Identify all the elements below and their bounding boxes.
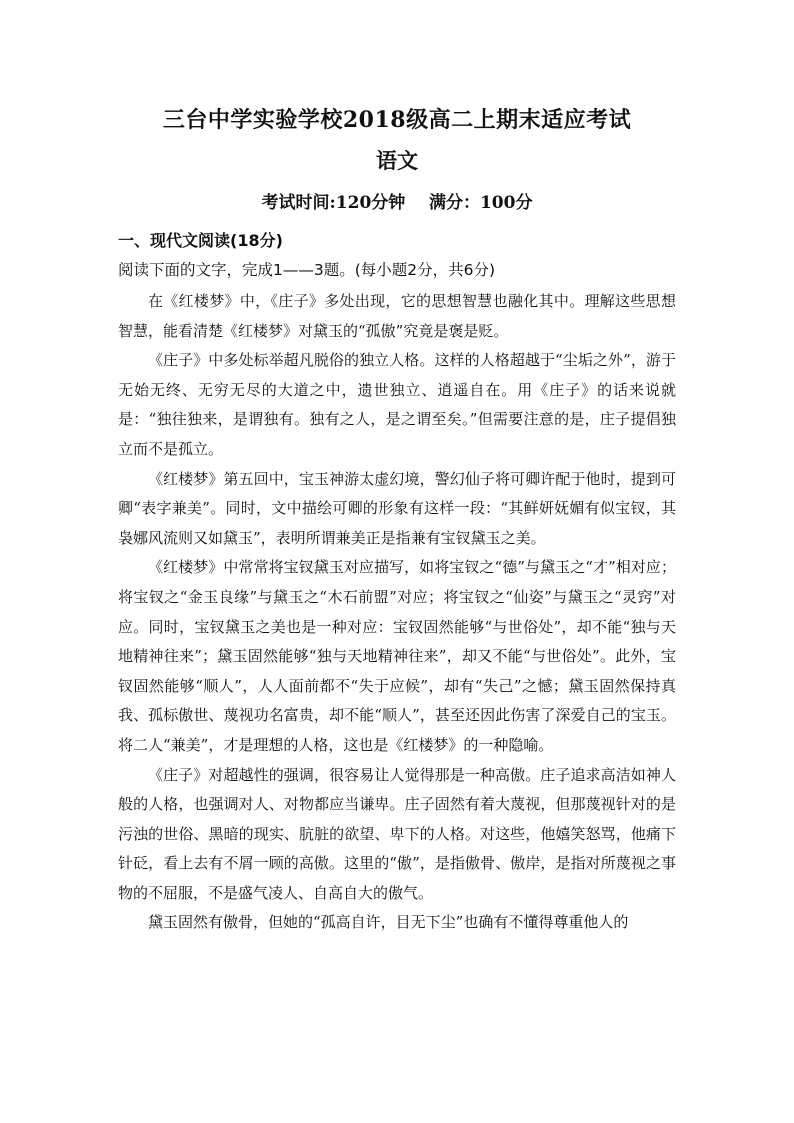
passage-paragraph: 黛玉固然有傲骨，但她的“孤高自许，目无下尘”也确有不懂得尊重他人的 [148,913,629,932]
section-instruction: 阅读下面的文字，完成1——3题。(每小题2分，共6分) [118,261,496,279]
subject-title: 语文 [376,148,418,173]
section-heading: 一、现代文阅读(18分) [118,231,283,250]
reading-passage [118,287,676,938]
passage-paragraph: 《红楼梦》中常常将宝钗黛玉对应描写，如将宝钗之“德”与黛玉之“才”相对应；将宝钗之“金玉良缘”与黛玉之“木石前盟”对应；将宝钗之“仙姿”与黛玉之“灵窍”对应。同时，宝钗黛玉之美也是一种对应：宝钗固然能够“与世俗处”，却不能“独与天地精神往来”；黛玉固然能够“独与天地精神往来”，却又不能“与世俗处”。此外，宝钗固然能够“顺人”，人人面前都不“失于应候”，却有“失己”之憾；黛玉固然保持真我、孤标傲世、蔑视功名富贵，却不能“顺人”，甚至还因此伤害了深爱自己的宝玉。将二人“兼美”，才是理想的人格，这也是《红楼梦》的一种隐喻。 [118,558,676,754]
passage-paragraph: 《红楼梦》第五回中，宝玉神游太虚幻境，警幻仙子将可卿许配于他时，提到可卿“表字兼美”。同时，文中描绘可卿的形象有这样一段：“其鲜妍妩媚有似宝钗，其袅娜风流则又如黛玉”，表明所谓兼美正是指兼有宝钗黛玉之美。 [118,469,676,547]
passage-paragraph: 《庄子》对超越性的强调，很容易让人觉得那是一种高傲。庄子追求高洁如神人般的人格，也强调对人、对物都应当谦卑。庄子固然有着大蔑视，但那蔑视针对的是污浊的世俗、黑暗的现实、肮脏的欲望、卑下的人格。对这些，他嬉笑怒骂，他痛下针砭，看上去有不屑一顾的高傲。这里的“傲”，是指傲骨、傲岸，是指对所蔑视之事物的不屈服，不是盛气凌人、自高自大的傲气。 [118,765,676,902]
passage-paragraph: 在《红楼梦》中，《庄子》多处出现，它的思想智慧也融化其中。理解这些思想智慧，能看清楚《红楼梦》对黛玉的“孤傲”究竟是褒是贬。 [118,292,676,340]
exam-info: 考试时间:120分钟 满分：100分 [261,193,533,213]
passage-paragraph: 《庄子》中多处标举超凡脱俗的独立人格。这样的人格超越于“尘垢之外”，游于无始无终、无穷无尽的大道之中，遗世独立、逍遥自在。用《庄子》的话来说就是：“独往独来，是谓独有。独有之人，是之谓至矣。”但需要注意的是，庄子提倡独立而不是孤立。 [118,351,676,458]
exam-title: 三台中学实验学校2018级高二上期末适应考试 [162,107,632,133]
